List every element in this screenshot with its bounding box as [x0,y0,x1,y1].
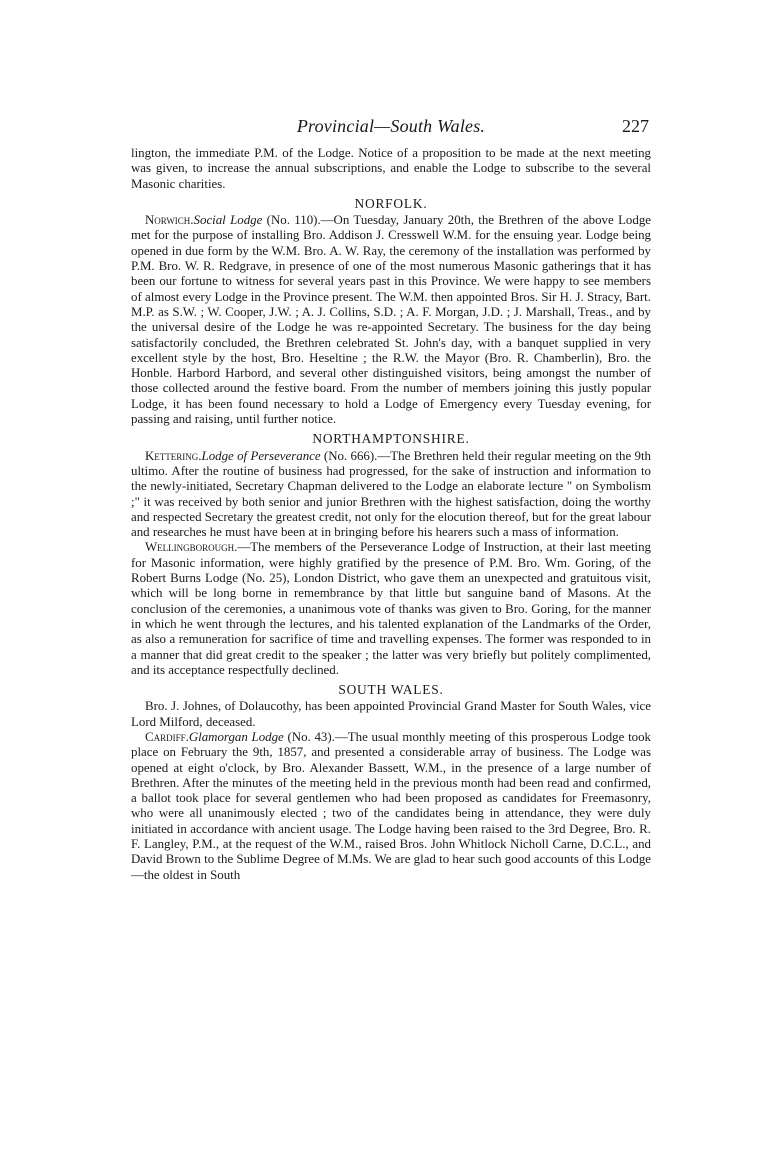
document-page [131,112,651,1152]
section-heading: SOUTH WALES. [338,682,444,698]
paragraph-text: Bro. J. Johnes, of Dolaucothy, has been appointed Provincial Grand Master for South Wales, vice Lord Milford, deceased. [131,699,651,729]
report-paragraph [131,449,651,541]
report-paragraph [131,730,651,883]
report-paragraph [131,540,651,678]
page-number: 227 [622,116,649,136]
article-body [131,146,651,883]
section-heading: NORFOLK. [354,195,428,211]
paragraph-text: —The members of the Perseverance Lodge of Instruction, at their last meeting for Masonic information, were highly gratified by the presence of P.M. Bro. Wm. Goring, of the Robert Burns Lodge (No. 25), London District, who gave them an unexpected and gratuitous visit, which will be long borne in remembrance by that little but sanguine band of Masons. At the conclusion of the ceremonies, a unanimous vote of thanks was given to Bro. Goring, for the manner in which he went through the lectures, and his talented explanation of the Landmarks of the Order, as also a remuneration for sacrifice of time and travelling expenses. The former was responded to in a manner that did great credit to the speaker ; the latter was very briefly but politely complimented, and its acceptance respectfully declined. [131,540,651,677]
paragraph-text: (No. 110).—On Tuesday, January 20th, the Brethren of the above Lodge met for the purpose of installing Bro. Addison J. Cresswell W.M. for the ensuing year. Lodge being opened in due form by the W.M. Bro. A. W. Ray, the ceremony of the installation was performed by P.M. Bro. W. R. Redgrave, in presence of one of the most numerous Masonic gatherings that it has been our fortune to witness for several years past in this Province. We were happy to see members of almost every Lodge in the Province present. The W.M. then appointed Bros. Sir H. J. Stracy, Bart. M.P. as S.W. ; W. Cooper, J.W. ; A. J. Collins, S.D. ; A. F. Morgan, J.D. ; J. Marshall, Treas., and by the universal desire of the Lodge he was re-appointed Secretary. The business for the day being satisfactorily concluded, the Brethren celebrated St. John's day, with a banquet supplied in very excellent style by the host, Bro. Heseltine ; the R.W. the Mayor (Bro. R. Chamberlin), Bro. the Honble. Harbord Harbord, and several other distinguished visitors, being amongst the number of those collected around the festive board. From the number of members joining this justly popular Lodge, it has been found necessary to hold a Lodge of Emergency every Tuesday evening, for passing and raising, until further notice. [131,213,651,427]
place-name: Norwich. [145,213,194,228]
running-head [131,112,651,146]
place-name: Kettering. [145,448,202,463]
section-norfolk [131,196,651,427]
lodge-name: Social Lodge [193,213,263,228]
section-heading: NORTHAMPTONSHIRE. [312,431,470,447]
place-name: Cardiff. [145,729,189,744]
report-paragraph [131,699,651,730]
running-title: Provincial—South Wales. [296,116,486,136]
intro-paragraph: lington, the immediate P.M. of the Lodge. Notice of a proposition to be made at the next meeting was given, to increase the annual subscriptions, and enable the Lodge to subscribe to the several Masonic charities. [131,146,651,191]
place-name: Wellingborough. [145,540,238,555]
lodge-name: Glamorgan Lodge [188,729,284,744]
lodge-name: Lodge of Perseverance [201,448,321,463]
paragraph-text: (No. 43).—The usual monthly meeting of this prosperous Lodge took place on February the 9th, 1857, and presented a considerable array of business. The Lodge was opened at eight o'clock, by Bro. Alexander Bassett, W.M., in the presence of a large number of Brethren. After the minutes of the meeting held in the previous month had been read and confirmed, a ballot took place for several gentlemen who had been proposed as candidates for Freemasonry, who were all unanimously elected ; two of the candidates being in attendance, they were duly initiated in accordance with ancient usage. The Lodge having been raised to the 3rd Degree, Bro. R. F. Langley, P.M., at the request of the W.M., raised Bros. John Whitlock Nicholl Carne, D.C.L., and David Brown to the Sublime Degree of M.Ms. We are glad to hear such good accounts of this Lodge—the oldest in South [131,729,651,882]
report-paragraph [131,213,651,427]
paragraph-text: (No. 666).—The Brethren held their regular meeting on the 9th ultimo. After the routine of business had progressed, for the sake of instruction and information to the newly-initiated, Secretary Chapman delivered to the Lodge an elaborate lecture " on Symbolism ;" it was received by both senior and junior Brethren with the highest satisfaction, doing the worthy and respected Secretary the greatest credit, not only for the elocution thereof, but for the great labour and researches he must have been at in bringing before his hearers such a mass of information. [131,448,652,540]
section-south-wales [131,682,651,883]
section-northamptonshire [131,431,651,678]
